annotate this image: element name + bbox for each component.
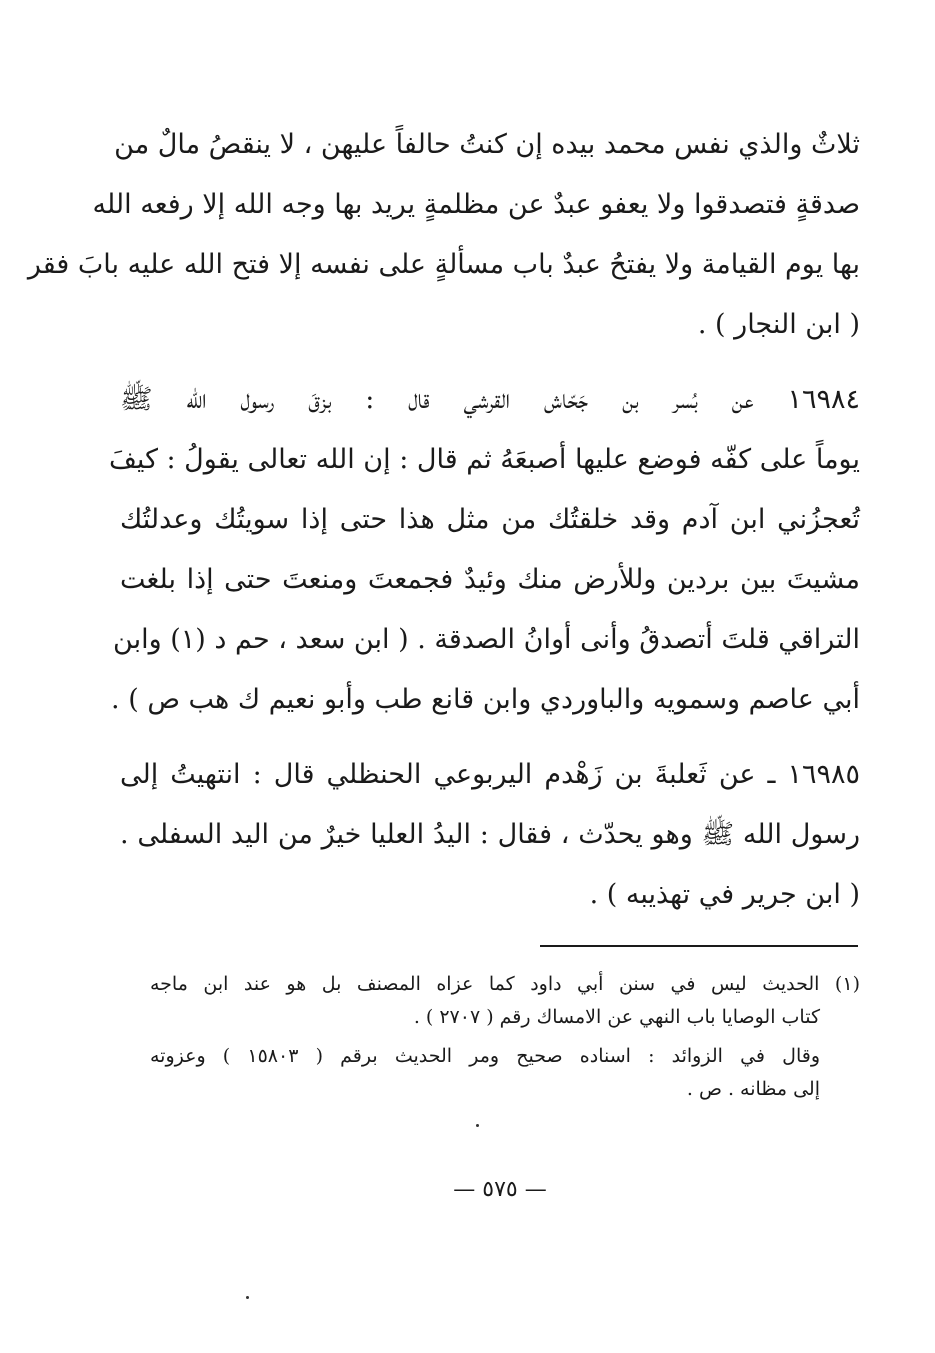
text-line: ١٦٩٨٥ ـ عن ثَعلبةَ بن زَهْدم اليربوعي الحنظلي قال : انتهيتُ إلى <box>120 759 860 790</box>
text-line: ( ابن النجار ) . <box>697 309 860 340</box>
text-line: ثلاثٌ والذي نفس محمد بيده إن كنتُ حالفاً عليهن ، لا ينقصُ مالٌ من <box>114 129 860 160</box>
text-line: ( ابن جرير في تهذيبه ) . <box>589 879 860 910</box>
footnotes <box>150 968 860 1106</box>
text-line: تُعجزُني ابن آدم وقد خلقتُك من مثل هذا حتى إذا سويتُك وعدلتُك <box>120 504 860 535</box>
footnote-line: (١) الحديث ليس في سنن أبي داود كما عزاه المصنف بل هو عند ابن ماجه <box>150 973 860 995</box>
footnote-line: إلى مظانه . ص . <box>686 1078 820 1100</box>
page-number: — ٥٧٥ — <box>453 1177 547 1202</box>
text-line: رسول الله ﷺ وهو يحدّث ، فقال : اليدُ العليا خيرٌ من اليد السفلى . <box>120 819 860 850</box>
footnote-line: كتاب الوصايا باب النهي عن الامساك رقم ( ٢٧٠٧ ) . <box>413 1006 820 1028</box>
text-line: يوماً على كفّه فوضع عليها أصبعَهُ ثم قال : إن الله تعالى يقولُ : كيفَ <box>108 444 860 475</box>
paragraph-hadith-16985 <box>120 745 860 925</box>
paragraph-hadith-continuation <box>27 115 860 355</box>
text-line: مشيتَ بين بردين وللأرض منك وئيدٌ فجمعتَ ومنعتَ حتى إذا بلغت <box>120 564 860 595</box>
footnote-line: وقال في الزوائد : اسناده صحيح ومر الحديث برقم ( ١٥٨٠٣ ) وعزوته <box>150 1045 820 1067</box>
paragraph-hadith-16984 <box>108 370 860 730</box>
text-line: ١٦٩٨٤ عن بُسر بن جَحّاش القرشي قال : بزقَ رسول الله ﷺ <box>120 384 860 415</box>
text-line: أبي عاصم وسمويه والباوردي وابن قانع طب وأبو نعيم ك هب ص ) . <box>111 684 860 715</box>
scan-speck <box>246 1296 249 1299</box>
footnote-divider <box>540 945 858 947</box>
scan-speck <box>476 1124 479 1127</box>
text-line: بها يوم القيامة ولا يفتحُ عبدٌ باب مسألةٍ على نفسه إلا فتح الله عليه بابَ فقر <box>27 249 860 280</box>
text-line: صدقةٍ فتصدقوا ولا يعفو عبدٌ عن مظلمةٍ يريد بها وجه الله إلا رفعه الله <box>92 189 860 220</box>
text-line: التراقي قلتَ أتصدقُ وأنى أوانُ الصدقة . ( ابن سعد ، حم د (١) وابن <box>113 624 860 655</box>
